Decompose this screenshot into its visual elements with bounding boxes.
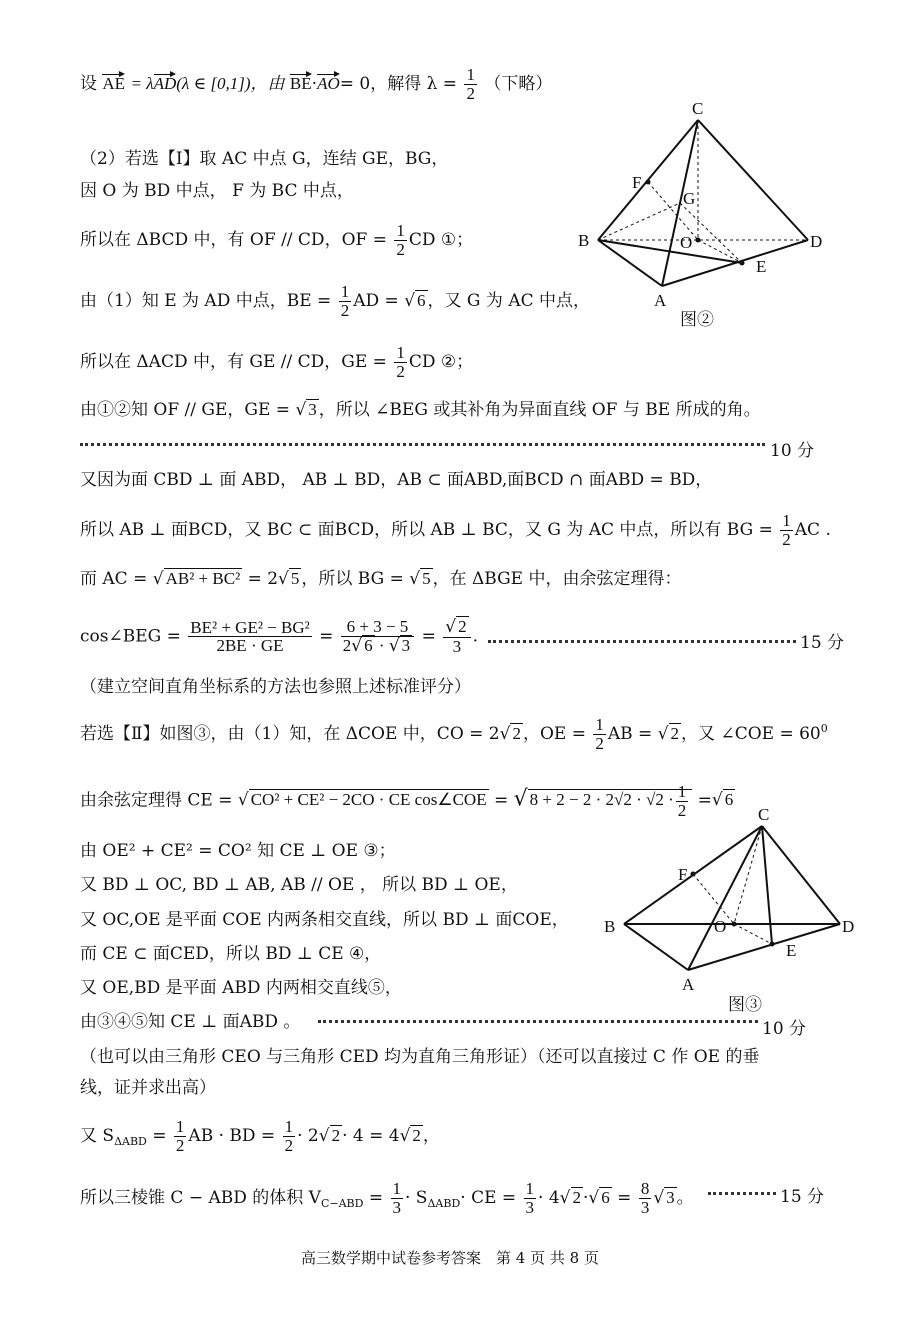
edge-oe-hidden	[734, 924, 772, 944]
point-e	[770, 942, 775, 947]
figure-2	[570, 100, 840, 335]
edge-cd	[698, 120, 808, 240]
label-e: E	[756, 257, 767, 276]
fraction-third: $\frac{1}{3}$	[525, 1179, 535, 1217]
line-15: 由余弦定理得 CE = √ CO² + CE² − 2CO · CE cos∠COE = √ 8 + 2 − 2 · 2√2 · √2 · $\frac{1}{2}$ =√ 6	[80, 782, 734, 820]
line-16: 由 OE² + CE² = CO² 知 CE ⊥ OE ③；	[80, 841, 396, 861]
label-d: D	[810, 232, 823, 251]
edge-cd	[762, 826, 840, 924]
line-13: （建立空间直角坐标系的方法也参照上述标准评分）	[80, 677, 471, 697]
sqrt-2: √ 2	[318, 1125, 341, 1146]
text: ·	[311, 73, 318, 94]
edge-bg-hidden	[598, 203, 680, 240]
edge-ce	[762, 826, 772, 944]
line-5: 由（1）知 E 为 AD 中点，BE = $\frac{1}{2}$ AD = √ 6 ，又 G 为 AC 中点，	[80, 282, 591, 320]
sqrt-3: √ 3	[295, 400, 317, 420]
line-2: （2）若选【Ⅰ】取 AC 中点 G，连结 GE，BG，	[80, 149, 449, 169]
edge-ba	[624, 924, 688, 970]
line-12: cos∠BEG = $\frac{\text{BE² + GE² − BG²}}{2BE \cdot GE}$ = $\frac{6 + 3 - 5}{2√ 6 \cdot √ 3}$ = $\frac{√ 2}{3}$ .	[80, 617, 478, 656]
label-a: A	[654, 291, 667, 310]
label-o: O	[714, 917, 727, 936]
figure-3	[600, 800, 870, 1015]
page-footer: 高三数学期中试卷参考答案 第 4 页 共 8 页	[301, 1249, 599, 1267]
line-11: 而 AC = √ AB² + BC² = 2√ 5 ，所以 BG = √ 5 ，在 ΔBGE 中，由余弦定理得：	[80, 569, 682, 589]
fraction-cos-values: $\frac{6 + 3 - 5}{2√ 6 \cdot √ 3}$	[341, 618, 414, 656]
fraction-half: $\frac{1}{2}$	[396, 343, 405, 381]
sqrt-2: √ 2	[499, 723, 521, 744]
line-22: （也可以由三角形 CEO 与三角形 CED 均为直角三角形证）（还可以直接过 C 作 OE 的垂	[80, 1047, 760, 1067]
sqrt-6: √ 6	[588, 1187, 610, 1208]
dotted-leader	[488, 640, 796, 643]
point-f	[691, 872, 696, 877]
label-o: O	[680, 233, 693, 252]
sqrt-5: √ 5	[409, 569, 431, 589]
vector-ad: AD	[153, 73, 177, 93]
line-3: 因 O 为 BD 中点， F 为 BC 中点，	[80, 181, 354, 201]
label-d: D	[842, 917, 855, 936]
line-21: 由③④⑤知 CE ⊥ 面ABD 。	[80, 1012, 301, 1032]
score-10: 10 分	[770, 441, 815, 461]
edge-ca	[688, 826, 762, 970]
vector-be: BE	[289, 73, 312, 93]
fraction-half: $\frac{1}{2}$	[175, 1117, 185, 1155]
label-e: E	[786, 941, 797, 960]
dotted-leader	[318, 1020, 758, 1023]
sqrt-3: √ 3	[653, 1187, 675, 1208]
vector-ao: AO	[317, 73, 340, 93]
sqrt-5: √ 5	[278, 569, 300, 589]
text: 设	[80, 73, 97, 94]
fraction-half: $\frac{1}{2}$	[782, 511, 791, 549]
fraction-cos-formula: $\frac{\text{BE² + GE² − BG²}}{2BE \cdot GE}$	[190, 617, 310, 656]
line-25: 所以三棱锥 C − ABD 的体积 $V_{C-ABD}$ = $\frac{1}{3}$ · $S_{\Delta ABD}\cdot$ CE = $\frac{1}{3}$ · 4√ 2 ·√ 6 = $\frac{8}{3}$ √ 3 。	[80, 1179, 694, 1217]
point-f	[646, 180, 651, 185]
text: = λ	[130, 73, 154, 93]
line-24: 又 $S_{\Delta ABD}$ = $\frac{1}{2}$ AB · BD = $\frac{1}{2}$ · 2√ 2 · 4 = 4√ 2 ，	[80, 1117, 440, 1155]
point-e	[740, 261, 745, 266]
edge-ad	[688, 924, 840, 970]
label-f: F	[678, 865, 688, 884]
point-o	[732, 922, 737, 927]
text: （下略）	[484, 73, 553, 94]
fraction-half: $\frac{1}{2}$	[284, 1117, 294, 1155]
fraction-third: $\frac{1}{3}$	[392, 1179, 401, 1217]
fraction-result: $\frac{√ 2}{3}$	[443, 618, 470, 656]
label-b: B	[578, 231, 590, 250]
line-6: 所以在 ΔACD 中，有 GE // CD，GE = $\frac{1}{2}$ CD ②；	[80, 343, 474, 381]
text: = 0，解得 λ =	[339, 73, 458, 94]
point-o	[696, 238, 701, 243]
sqrt-2: √ 2	[399, 1125, 421, 1146]
sqrt-law-of-cosines: √ CO² + CE² − 2CO · CE cos∠COE	[237, 790, 487, 811]
edge-ba	[598, 240, 662, 286]
text: (λ ∈ [0,1])，由	[176, 73, 285, 93]
line-19: 而 CE ⊂ 面CED，所以 BD ⊥ CE ④，	[80, 944, 382, 964]
caption-fig2: 图②	[680, 310, 714, 329]
fraction-half: $\frac{1}{2}$	[595, 715, 604, 753]
line-20: 又 OE,BD 是平面 ABD 内两相交直线⑤，	[80, 978, 402, 998]
label-g: G	[683, 189, 696, 208]
sqrt-6: √ 6	[711, 790, 734, 811]
score-15: 15 分	[780, 1187, 825, 1207]
label-f: F	[632, 173, 642, 192]
fraction-half: $\frac{1}{2}$	[396, 221, 405, 259]
dotted-leader	[708, 1192, 776, 1195]
line-17: 又 BD ⊥ OC, BD ⊥ AB, AB // OE ， 所以 BD ⊥ OE，	[80, 875, 518, 895]
line-1	[80, 66, 552, 103]
sqrt-2: √ 2	[657, 723, 680, 744]
caption-fig3: 图③	[728, 995, 762, 1014]
line-18: 又 OC,OE 是平面 COE 内两条相交直线，所以 BD ⊥ 面COE，	[80, 910, 569, 930]
line-4: 所以在 ΔBCD 中，有 OF // CD，OF = $\frac{1}{2}$ CD ①；	[80, 221, 474, 259]
score-10: 10 分	[762, 1019, 807, 1039]
sqrt-law-values: √ 8 + 2 − 2 · 2√2 · √2 · $\frac{1}{2}$	[514, 783, 693, 820]
score-15: 15 分	[800, 633, 845, 653]
label-c: C	[758, 805, 770, 824]
fraction-half: $\frac{1}{2}$	[340, 282, 350, 320]
sqrt-ab2-bc2: √ AB² + BC²	[152, 569, 241, 589]
sqrt-2: √ 2	[559, 1187, 582, 1208]
vector-ae: AE	[102, 73, 126, 93]
edge-co-hidden	[734, 826, 762, 924]
fraction-eight-thirds: $\frac{8}{3}$	[640, 1179, 650, 1217]
label-b: B	[604, 917, 616, 936]
label-a: A	[682, 975, 695, 994]
line-10: 所以 AB ⊥ 面BCD，又 BC ⊂ 面BCD，所以 AB ⊥ BC，又 G 为 AC 中点，所以有 BG = $\frac{1}{2}$ AC .	[80, 511, 831, 549]
label-c: C	[692, 100, 704, 118]
line-7: 由①②知 OF // GE，GE = √ 3 ，所以 ∠BEG 或其补角为异面直线 OF 与 BE 所成的角。	[80, 400, 761, 420]
line-23: 线，证并求出高）	[80, 1078, 216, 1098]
sqrt-6: √ 6	[404, 290, 426, 311]
line-9: 又因为面 CBD ⊥ 面 ABD， AB ⊥ BD，AB ⊂ 面ABD,面BCD ∩ 面ABD = BD，	[80, 470, 713, 490]
fraction-half: $\frac{1}{2}$	[466, 65, 475, 103]
dotted-leader	[80, 443, 765, 446]
line-14: 若选【Ⅱ】如图③，由（1）知，在 ΔCOE 中，CO = 2√ 2 ，OE = $\frac{1}{2}$ AB = √ 2 ，又 ∠COE = $60^0$	[80, 715, 828, 753]
